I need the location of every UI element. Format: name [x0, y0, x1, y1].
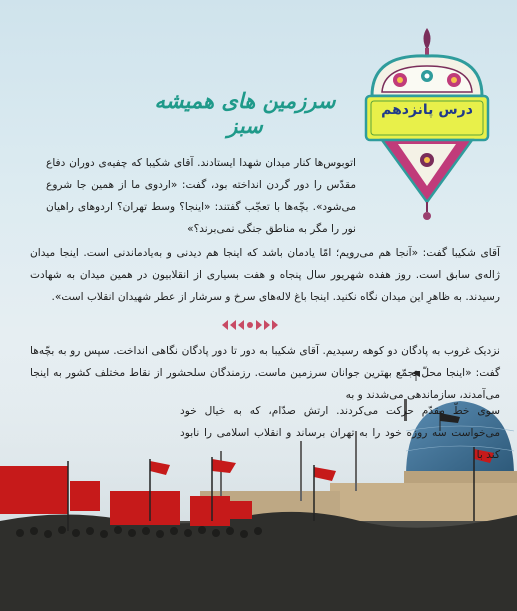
paragraph-2-text: آقای شکیبا گفت: «آنجا هم می‌رویم؛ امّا یادمان باشد که اینجا هم دیدنی و به‌یادماندنی است. اینجا میدان ژاله‌ی سابق است. روز هفده شهریور سال پنجاه و هفت بسیاری از انقلابیون در همین میدان به شهادت رسیدند. به ظاهرِ این میدان نگاه نکنید. اینجا باغ لاله‌های سرخ و سرشار از عطر شهیدان انقلاب است».	[30, 247, 500, 303]
paragraph-1	[46, 152, 356, 240]
paragraph-4	[180, 400, 500, 466]
lesson-badge-label: درس پانزدهم	[381, 102, 473, 118]
lesson-ornament	[362, 26, 492, 222]
lesson-title: سرزمین های همیشه سبز	[154, 88, 336, 138]
paragraph-3	[30, 340, 500, 406]
decorative-divider	[218, 318, 282, 332]
paragraph-1-text: اتوبوس‌ها کنار میدان شهدا ایستادند. آقای شکیبا که چفیه‌ی دوران دفاع مقدّس را دور گردن انداخته بود، گفت: «اردوی ما از همین جا شروع می‌شود». بچّه‌ها با تعجّب گفتند: «اینجا؟ وسط تهران؟ اردوهای راهیان نور را مگر به مناطق جنگی نمی‌برند؟»	[46, 157, 356, 235]
paragraph-2	[30, 242, 500, 308]
paragraph-3-text: نزدیک غروب به پادگان دو کوهه رسیدیم. آقای شکیبا به دور تا دور پادگان نگاهی انداخت. سپس رو به بچّه‌ها گفت: «اینجا محلّ تجمّع بهترین جوانان سرزمین ماست. رزمندگان سلحشور از نقاط مختلف کشور به اینجا می‌آمدند، سازماندهی می‌شدند و به	[30, 345, 500, 401]
paragraph-4-text: سوی خطّ مقدّم حرکت می‌کردند. ارتش صدّام، که به خیال خود می‌خواست سه روزه خود را به تهران برساند و انقلاب اسلامی را نابود کند با	[180, 405, 500, 461]
